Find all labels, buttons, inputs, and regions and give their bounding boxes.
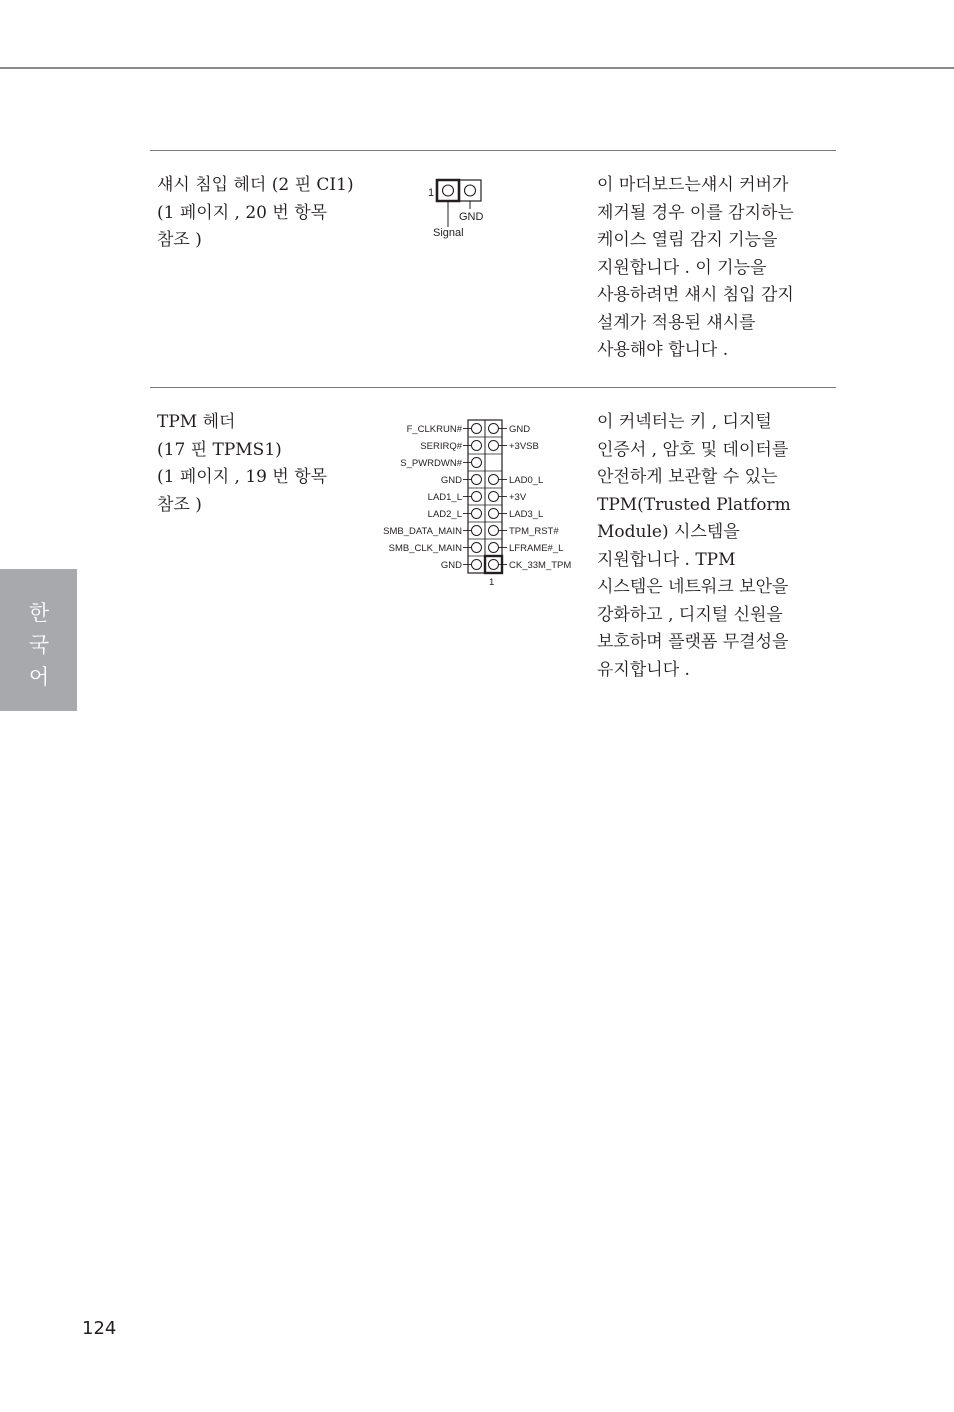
tpm-left-pin-label: SERIRQ# — [420, 441, 462, 452]
tpm-left-pin-label: F_CLKRUN# — [406, 424, 462, 435]
ci1-signal-label: Signal — [433, 227, 464, 239]
tpm-pin — [472, 458, 482, 468]
language-tab-label: 한 국 어 — [28, 601, 50, 689]
tpm-left-pin-label: GND — [440, 560, 462, 571]
page-number: 124 — [82, 1318, 117, 1339]
tpm-pin — [472, 526, 482, 536]
tpm-pin — [472, 509, 482, 519]
tpm-left-pin-label: LAD1_L — [427, 492, 462, 503]
tpm-right-pin-label: LAD0_L — [509, 475, 544, 486]
header-name-ci1: 섀시 침입 헤더 (2 핀 CI1) (1 페이지 , 20 번 항목 참조 ) — [157, 175, 354, 250]
tpm-pin — [489, 526, 499, 536]
tpm-pin — [489, 492, 499, 502]
description-ci1: 이 마더보드는섀시 커버가 제거될 경우 이를 감지하는 케이스 열림 감지 기능을 지원합니다 . 이 기능을 사용하려면 섀시 침입 감지 설계가 적용된 섀시를 사용해야 합니다 . — [597, 175, 794, 360]
tpm-pin — [472, 543, 482, 553]
ci1-header-diagram — [425, 175, 495, 245]
tpm-pin — [472, 441, 482, 451]
tpm-pin — [489, 424, 499, 434]
top-rule — [0, 67, 954, 69]
tpm-left-pin-label: GND — [440, 475, 462, 486]
tpm-pin — [472, 492, 482, 502]
tpm-right-pin-label: +3V — [509, 492, 527, 503]
language-side-tab — [0, 569, 77, 711]
tpm-right-pin-label: +3VSB — [509, 441, 539, 452]
tpm-pin — [489, 475, 499, 485]
tpm-right-pin-label: LFRAME#_L — [509, 543, 564, 554]
tpm-pin1-label: 1 — [489, 577, 495, 588]
tpm-left-pin-label: LAD2_L — [427, 509, 462, 520]
header-name-tpm: TPM 헤더 (17 핀 TPMS1) (1 페이지 , 19 번 항목 참조 ) — [157, 412, 328, 515]
description-tpm: 이 커넥터는 키 , 디지털 인증서 , 암호 및 데이터를 안전하게 보관할 수 있는 TPM(Trusted Platform Module) 시스템을 지원합니다 . TPM 시스템은 네트워크 보안을 강화하고 , 디지털 신원을 보호하며 플랫폼 무결성을 유지합니다 . — [597, 412, 791, 680]
tpm-left-pin-label: SMB_CLK_MAIN — [388, 543, 462, 554]
tpm-right-pin-label: GND — [509, 424, 531, 435]
tpm-pin — [489, 441, 499, 451]
ci1-gnd-label: GND — [459, 211, 484, 223]
tpm-right-pin-label: CK_33M_TPM — [509, 560, 572, 571]
tpm-left-pin-label: S_PWRDWN# — [400, 458, 462, 469]
tpm-pin — [489, 509, 499, 519]
tpm-right-pin-label: TPM_RST# — [509, 526, 559, 537]
ci1-pin1-label: 1 — [428, 187, 435, 199]
tpm-pin — [472, 560, 482, 570]
row-divider — [150, 387, 836, 388]
tpm-left-pin-label: SMB_DATA_MAIN — [383, 526, 462, 537]
row-divider — [150, 150, 836, 151]
tpm-pin — [472, 424, 482, 434]
tpm-right-pin-label: LAD3_L — [509, 509, 544, 520]
tpm-pin — [489, 543, 499, 553]
tpm-pin — [489, 560, 499, 570]
tpm-header-diagram — [370, 415, 585, 590]
tpm-pin — [472, 475, 482, 485]
